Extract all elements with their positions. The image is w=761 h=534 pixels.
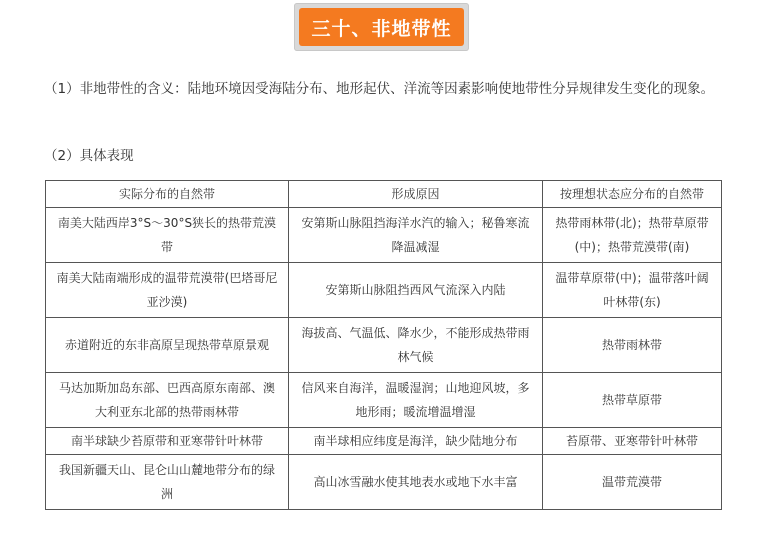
table-cell: 南美大陆西岸3°S～30°S狭长的热带荒漠带 xyxy=(46,208,289,263)
table-row xyxy=(46,428,722,455)
table-cell: 南半球缺少苔原带和亚寒带针叶林带 xyxy=(46,428,289,455)
table-cell: 热带雨林带 xyxy=(543,318,722,373)
table-cell: 苔原带、亚寒带针叶林带 xyxy=(543,428,722,455)
azonality-table xyxy=(45,180,722,510)
table-cell: 安第斯山脉阻挡西风气流深入内陆 xyxy=(289,263,543,318)
section-title-frame xyxy=(294,3,469,51)
table-cell: 热带雨林带(北)；热带草原带(中)；热带荒漠带(南) xyxy=(543,208,722,263)
definition-paragraph: （1）非地带性的含义：陆地环境因受海陆分布、地形起伏、洋流等因素影响使地带性分异规律发生变化的现象。 xyxy=(44,81,715,97)
table-cell: 我国新疆天山、昆仑山山麓地带分布的绿洲 xyxy=(46,455,289,510)
header-cell-actual: 实际分布的自然带 xyxy=(46,181,289,208)
table-cell: 赤道附近的东非高原呈现热带草原景观 xyxy=(46,318,289,373)
table-cell: 南美大陆南端形成的温带荒漠带(巴塔哥尼亚沙漠) xyxy=(46,263,289,318)
table-cell: 温带荒漠带 xyxy=(543,455,722,510)
table-cell: 高山冰雪融水使其地表水或地下水丰富 xyxy=(289,455,543,510)
table-cell: 海拔高、气温低、降水少，不能形成热带雨林气候 xyxy=(289,318,543,373)
table-cell: 温带草原带(中)；温带落叶阔叶林带(东) xyxy=(543,263,722,318)
table-header-row xyxy=(46,181,722,208)
header-cell-cause: 形成原因 xyxy=(289,181,543,208)
table-cell: 马达加斯加岛东部、巴西高原东南部、澳大利亚东北部的热带雨林带 xyxy=(46,373,289,428)
table-row xyxy=(46,318,722,373)
section-title-box xyxy=(299,8,464,46)
subheading-paragraph: （2）具体表现 xyxy=(44,148,134,164)
header-cell-ideal: 按理想状态应分布的自然带 xyxy=(543,181,722,208)
table-row xyxy=(46,373,722,428)
table-row xyxy=(46,263,722,318)
section-title: 三十、非地带性 xyxy=(311,17,452,40)
table-cell: 信风来自海洋，温暖湿润；山地迎风坡，多地形雨；暖流增温增湿 xyxy=(289,373,543,428)
table-row xyxy=(46,455,722,510)
table-cell: 热带草原带 xyxy=(543,373,722,428)
table-cell: 南半球相应纬度是海洋，缺少陆地分布 xyxy=(289,428,543,455)
table-cell: 安第斯山脉阻挡海洋水汽的输入；秘鲁寒流降温减湿 xyxy=(289,208,543,263)
table-row xyxy=(46,208,722,263)
